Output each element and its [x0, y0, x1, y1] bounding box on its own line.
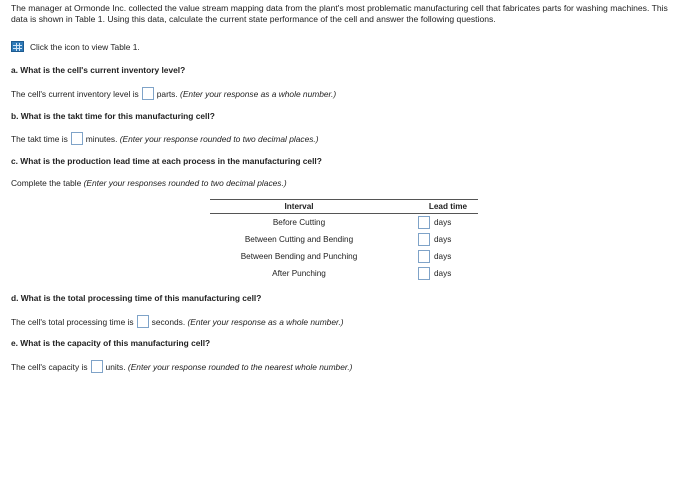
lead-time-input[interactable]	[418, 216, 430, 229]
table-link-row	[11, 41, 140, 52]
answer-e-hint: (Enter your response rounded to the nearest whole number.)	[127, 361, 353, 372]
answer-b-row	[11, 132, 319, 145]
lead-time-input[interactable]	[418, 233, 430, 246]
question-d	[11, 293, 261, 303]
processing-time-input[interactable]	[137, 315, 149, 328]
answer-d-prefix: The cell's total processing time is	[11, 316, 134, 327]
question-b	[11, 111, 215, 121]
interval-header: Interval	[210, 200, 388, 214]
question-d-text: d. What is the total processing time of this manufacturing cell?	[11, 293, 262, 303]
question-a	[11, 65, 185, 75]
answer-c-row	[11, 178, 287, 188]
lead-time-input[interactable]	[418, 250, 430, 263]
table-row	[210, 214, 478, 232]
lead-time-unit: days	[434, 269, 452, 278]
answer-e-unit: units.	[105, 361, 126, 372]
answer-e-row	[11, 360, 352, 373]
lead-time-unit: days	[434, 235, 452, 244]
answer-a-unit: parts.	[156, 88, 178, 99]
table-row	[210, 265, 478, 282]
question-e-text: e. What is the capacity of this manufacturing cell?	[11, 338, 211, 348]
answer-b-prefix: The takt time is	[11, 133, 68, 144]
problem-intro: The manager at Ormonde Inc. collected the value stream mapping data from the plant's most problematic manufacturing cell that fabricates parts for washing machines. This data is shown in Table 1. Using this data, calculate the current state performance of the cell and answer the following questions.	[11, 3, 668, 25]
interval-cell: Between Cutting and Bending	[244, 235, 354, 244]
takt-time-input[interactable]	[71, 132, 83, 145]
answer-b-unit: minutes.	[85, 133, 118, 144]
interval-cell: Before Cutting	[272, 218, 326, 227]
answer-b-hint: (Enter your response rounded to two decimal places.)	[119, 133, 319, 144]
question-b-text: b. What is the takt time for this manufacturing cell?	[11, 111, 215, 121]
lead-time-header: Lead time	[418, 200, 478, 214]
inventory-level-input[interactable]	[142, 87, 154, 100]
table-row	[210, 231, 478, 248]
answer-a-hint: (Enter your response as a whole number.)	[180, 88, 337, 99]
lead-time-table	[210, 199, 478, 282]
table-row	[210, 248, 478, 265]
answer-c-hint: (Enter your responses rounded to two decimal places.)	[83, 178, 287, 188]
question-e	[11, 338, 210, 348]
lead-time-unit: days	[434, 252, 452, 261]
answer-d-hint: (Enter your response as a whole number.)	[187, 316, 344, 327]
table-icon[interactable]	[11, 41, 24, 52]
lead-time-unit: days	[434, 218, 452, 227]
lead-time-input[interactable]	[418, 267, 430, 280]
question-c	[11, 156, 322, 166]
question-a-text: a. What is the cell's current inventory level?	[11, 65, 186, 75]
capacity-input[interactable]	[91, 360, 103, 373]
answer-a-row	[11, 87, 336, 100]
interval-cell: Between Bending and Punching	[240, 252, 358, 261]
answer-e-prefix: The cell's capacity is	[11, 361, 88, 372]
table-link-text[interactable]: Click the icon to view Table 1.	[30, 41, 140, 52]
interval-cell: After Punching	[272, 269, 326, 278]
answer-d-unit: seconds.	[151, 316, 186, 327]
answer-a-prefix: The cell's current inventory level is	[11, 88, 139, 99]
answer-c-instruction: Complete the table	[11, 178, 82, 188]
question-c-text: c. What is the production lead time at each process in the manufacturing cell?	[11, 156, 322, 166]
answer-d-row	[11, 315, 344, 328]
